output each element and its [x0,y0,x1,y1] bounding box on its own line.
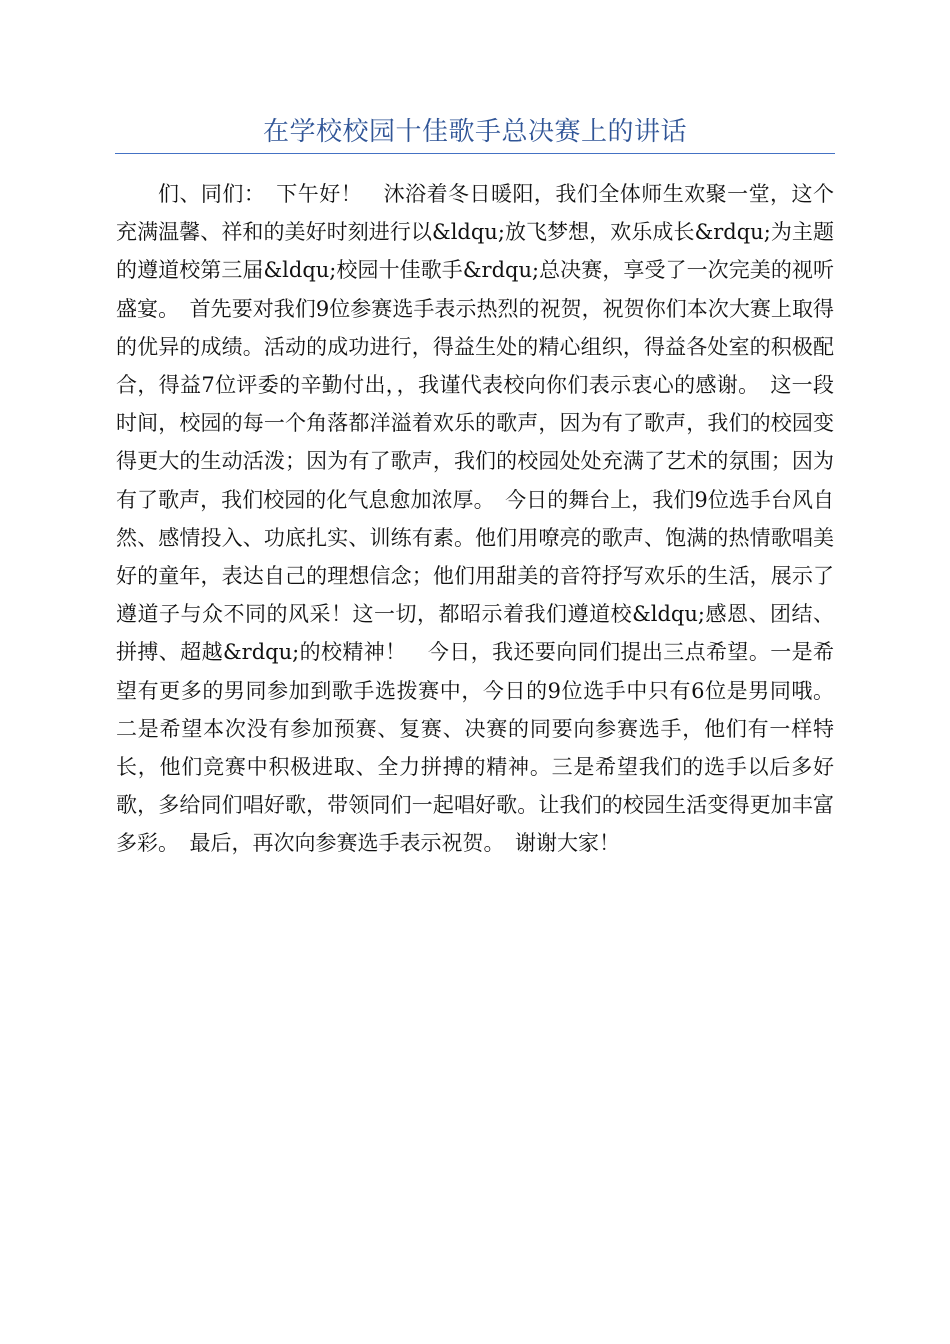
speech-body-paragraph: 们、同们： 下午好！ 沐浴着冬日暖阳，我们全体师生欢聚一堂，这个充满温馨、祥和的美好时刻进行以&ldqu;放飞梦想，欢乐成长&rdqu;为主题的遵道校第三届&ldqu;校园十佳歌手&rdqu;总决赛，享受了一次完美的视听盛宴。 首先要对我们9位参赛选手表示热烈的祝贺，祝贺你们本次大赛上取得的优异的成绩。活动的成功进行，得益生处的精心组织，得益各处室的积极配合，得益7位评委的辛勤付出，，我谨代表校向你们表示衷心的感谢。 这一段时间，校园的每一个角落都洋溢着欢乐的歌声，因为有了歌声，我们的校园变得更大的生动活泼；因为有了歌声，我们的校园处处充满了艺术的氛围；因为有了歌声，我们校园的化气息愈加浓厚。 今日的舞台上，我们9位选手台风自然、感情投入、功底扎实、训练有素。他们用嘹亮的歌声、饱满的热情歌唱美好的童年，表达自己的理想信念；他们用甜美的音符抒写欢乐的生活，展示了遵道子与众不同的风采！这一切，都昭示着我们遵道校&ldqu;感恩、团结、拼搏、超越&rdqu;的校精神！ 今日，我还要向同们提出三点希望。一是希望有更多的男同参加到歌手选拨赛中，今日的9位选手中只有6位是男同哦。二是希望本次没有参加预赛、复赛、决赛的同要向参赛选手，他们有一样特长，他们竞赛中积极进取、全力拼搏的精神。三是希望我们的选手以后多好歌，多给同们唱好歌，带领同们一起唱好歌。让我们的校园生活变得更加丰富多彩。 最后，再次向参赛选手表示祝贺。 谢谢大家！ [116,182,834,856]
page-title: 在学校校园十佳歌手总决赛上的讲话 [262,117,687,147]
title-divider [115,153,835,154]
